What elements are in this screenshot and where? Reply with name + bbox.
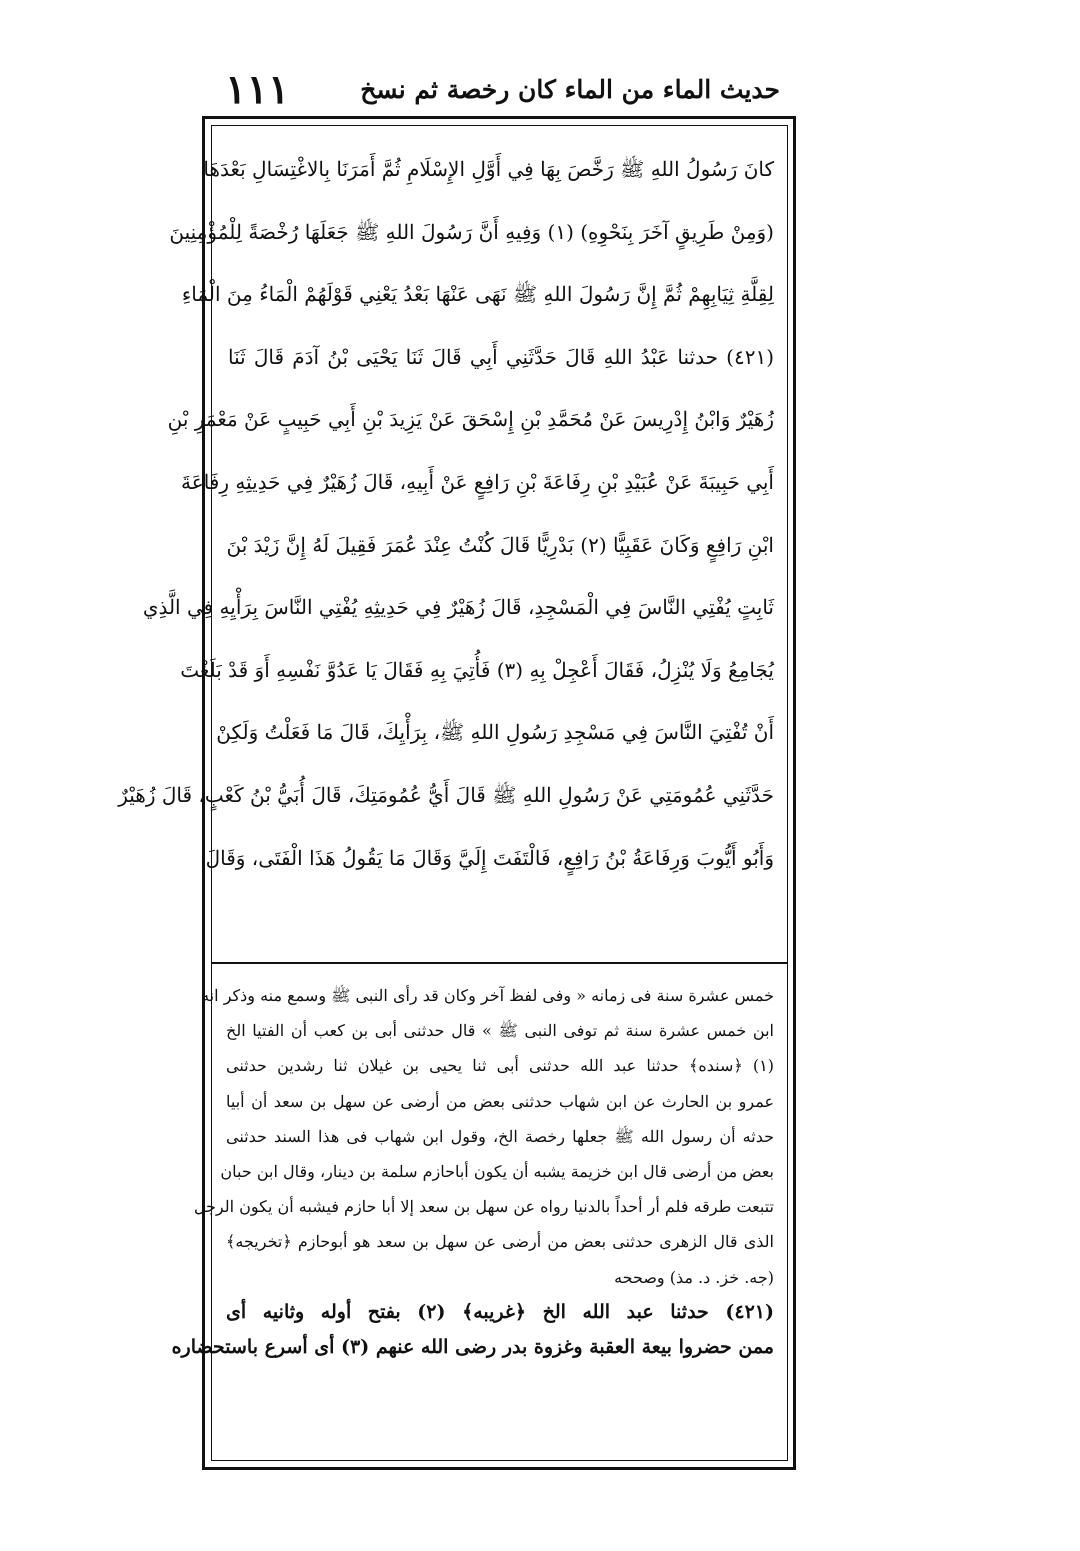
text-line: لِقِلَّةِ ثِيَابِهِمْ ثُمَّ إِنَّ رَسُولَ اللهِ ﷺ نَهَى عَنْهَا بَعْدُ يَعْنِي قَوْلَهُمْ الْمَاءُ مِنَ الْمَاءِ — [181, 282, 774, 307]
footnote-line: بعض من أرضى قال ابن خزيمة يشبه أن يكون أباحازم سلمة بن دينار، وقال ابن حبان — [220, 1161, 774, 1181]
footnote-line: (١) ﴿سنده﴾ حدثنا عبد الله حدثنى أبى ثنا يحيى بن غيلان ثنا رشدين حدثنى — [226, 1056, 774, 1076]
text-line: (٤٢١) حدثنا عَبْدُ اللهِ قَالَ حَدَّثَنِي أَبِي قَالَ ثَنَا يَحْيَى بْنُ آدَمَ قَالَ ثَنَا — [228, 344, 774, 369]
footnote-line: (٤٢١) حدثنا عبد الله الخ ﴿غريبه﴾ (٢) بفتح أوله وثانيه أى — [226, 1300, 775, 1323]
page-number: ١١١ — [225, 65, 290, 113]
page-header — [225, 60, 780, 118]
text-line: ثَابِتٍ يُفْتِي النَّاسَ فِي الْمَسْجِدِ، قَالَ زُهَيْرٌ فِي حَدِيثِهِ يُفْتِي النَّاسَ بِرَأْيِهِ فِي الَّذِي — [142, 595, 774, 620]
footnote-line: عمرو بن الحارث عن ابن شهاب حدثنى بعض من أرضى عن سهل بن سعد أن أبيا — [226, 1091, 774, 1111]
footnote-line: (جه. خز. د. مذ) وصححه — [614, 1267, 774, 1287]
text-line: حَدَّثَنِي عُمُومَتِي عَنْ رَسُولِ اللهِ ﷺ قَالَ أَيُّ عُمُومَتِكَ، قَالَ أُبَيُّ بْنُ كَعْبٍ، قَالَ زُهَيْرٌ — [118, 782, 774, 807]
running-title: حديث الماء من الماء كان رخصة ثم نسخ — [360, 74, 780, 104]
text-line: ابْنِ رَافِعٍ وَكَانَ عَقَبِيًّا (٢) بَدْرِيًّا قَالَ كُنْتُ عِنْدَ عُمَرَ فَقِيلَ لَهُ إِنَّ زَيْدَ بْنَ — [226, 532, 774, 557]
footnote-line: ابن خمس عشرة سنة ثم توفى النبى ﷺ » قال حدثنى أبى بن كعب أن الفتيا الخ — [226, 1021, 774, 1041]
footnote-line: ممن حضروا بيعة العقبة وغزوة بدر رضى الله عنهم (٣) أى أسرع باستحضاره — [171, 1335, 774, 1358]
text-line: وَأَبُو أَيُّوبَ وَرِفَاعَةُ بْنُ رَافِعٍ، فَالْتَفَتَ إِلَيَّ وَقَالَ مَا يَقُولُ هَذَا الْفَتَى، وَقَالَ — [205, 845, 774, 870]
hadith-text-block — [118, 138, 774, 889]
text-line: زُهَيْرٌ وَابْنُ إِدْرِيسَ عَنْ مُحَمَّدِ بْنِ إِسْحَقَ عَنْ يَزِيدَ بْنِ أَبِي حَبِيبٍ عَنْ مَعْمَرِ بْنِ — [167, 407, 774, 432]
footnote-line: تتبعت طرقه فلم أر أحداً بالدنيا رواه عن سهل بن سعد إلا أبا حازم فيشبه أن يكون الرجل — [193, 1197, 774, 1217]
footnote-line: الذى قال الزهرى حدثنى بعض من أرضى عن سهل بن سعد هو أبوحازم ﴿تخريجه﴾ — [226, 1232, 774, 1252]
text-line: أَنْ تُفْتِيَ النَّاسَ فِي مَسْجِدِ رَسُولِ اللهِ ﷺ، بِرَأْيِكَ، قَالَ مَا فَعَلْتُ وَلَكِنْ — [216, 720, 774, 745]
text-line: (وَمِنْ طَرِيقٍ آخَرَ بِنَحْوِهِ) (١) وَفِيهِ أَنَّ رَسُولَ اللهِ ﷺ جَعَلَهَا رُخْصَةً لِلْمُؤْمِنِينَ — [169, 219, 774, 244]
footnote-divider — [211, 962, 788, 964]
text-line: يُجَامِعُ وَلَا يُنْزِلُ، فَقَالَ أَعْجِلْ بِهِ (٣) فَأُتِيَ بِهِ فَقَالَ يَا عَدُوَّ نَفْسِهِ أَوَ قَدْ بَلَغْتَ — [180, 657, 774, 682]
text-line: أَبِي حَبِيبَةَ عَنْ عُبَيْدِ بْنِ رِفَاعَةَ بْنِ رَافِعٍ عَنْ أَبِيهِ، قَالَ زُهَيْرٌ فِي حَدِيثِهِ رِفَاعَةَ — [181, 469, 774, 494]
footnote-line: حدثه أن رسول الله ﷺ جعلها رخصة الخ، وقول ابن شهاب فى هذا السند حدثنى — [226, 1126, 774, 1146]
footnotes-block — [171, 978, 775, 1365]
footnote-line: خمس عشرة سنة فى زمانه « وفى لفظ آخر وكان قد رأى النبى ﷺ وسمع منه وذكر انه — [201, 986, 774, 1005]
text-line: كانَ رَسُولُ اللهِ ﷺ رَخَّصَ بِهَا فِي أَوَّلِ الإِسْلَامِ ثُمَّ أَمَرَنَا بِالاغْتِسَالِ بَعْدَهَا — [203, 157, 774, 181]
